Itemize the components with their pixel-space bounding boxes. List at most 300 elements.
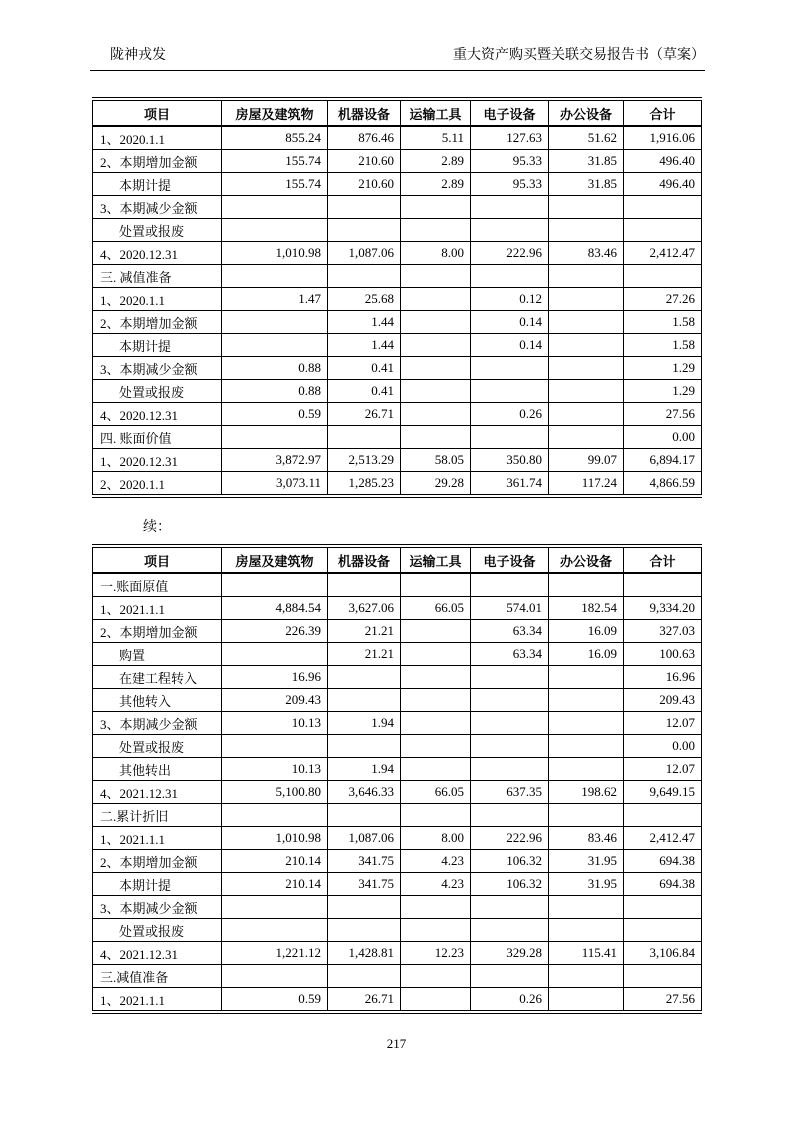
cell-value: 83.46 [549, 827, 624, 850]
column-header: 电子设备 [471, 546, 549, 573]
column-header: 合计 [624, 546, 702, 573]
cell-value [549, 804, 624, 827]
cell-value: 1.94 [328, 712, 401, 735]
cell-value [222, 804, 328, 827]
row-label: 2、本期增加金额 [93, 311, 222, 334]
fixed-assets-table-2020 [92, 97, 702, 498]
row-label: 一.账面原值 [93, 573, 222, 597]
cell-value: 0.00 [624, 426, 702, 449]
cell-value [401, 988, 471, 1013]
cell-value: 29.28 [401, 472, 471, 497]
cell-value [471, 758, 549, 781]
cell-value: 574.01 [471, 597, 549, 620]
row-label: 2、本期增加金额 [93, 150, 222, 173]
cell-value [328, 804, 401, 827]
table-row [93, 827, 702, 850]
cell-value: 350.80 [471, 449, 549, 472]
cell-value: 51.62 [549, 126, 624, 150]
cell-value: 155.74 [222, 173, 328, 196]
table-row [93, 689, 702, 712]
table-row [93, 643, 702, 666]
cell-value [624, 804, 702, 827]
column-header: 机器设备 [328, 99, 401, 126]
cell-value: 341.75 [328, 873, 401, 896]
cell-value [328, 265, 401, 288]
table-row [93, 573, 702, 597]
cell-value [624, 219, 702, 242]
cell-value [471, 735, 549, 758]
cell-value: 3,646.33 [328, 781, 401, 804]
cell-value: 2.89 [401, 173, 471, 196]
cell-value [549, 666, 624, 689]
cell-value: 0.00 [624, 735, 702, 758]
cell-value: 1,285.23 [328, 472, 401, 497]
cell-value: 58.05 [401, 449, 471, 472]
cell-value: 26.71 [328, 403, 401, 426]
cell-value [471, 965, 549, 988]
fixed-assets-table-2021-container [92, 544, 702, 1014]
cell-value: 0.59 [222, 403, 328, 426]
cell-value: 31.85 [549, 150, 624, 173]
cell-value [222, 573, 328, 597]
row-label: 4、2021.12.31 [93, 781, 222, 804]
row-label: 四. 账面价值 [93, 426, 222, 449]
cell-value: 25.68 [328, 288, 401, 311]
cell-value: 1,010.98 [222, 827, 328, 850]
cell-value [401, 804, 471, 827]
cell-value [549, 965, 624, 988]
column-header: 运输工具 [401, 99, 471, 126]
table-row [93, 942, 702, 965]
cell-value: 1,010.98 [222, 242, 328, 265]
column-header: 电子设备 [471, 99, 549, 126]
cell-value [471, 380, 549, 403]
cell-value: 115.41 [549, 942, 624, 965]
row-label: 三.减值准备 [93, 965, 222, 988]
table-row [93, 620, 702, 643]
cell-value [328, 689, 401, 712]
cell-value: 1,087.06 [328, 242, 401, 265]
table-row [93, 242, 702, 265]
cell-value: 63.34 [471, 643, 549, 666]
cell-value: 855.24 [222, 126, 328, 150]
cell-value [401, 758, 471, 781]
cell-value [222, 334, 328, 357]
cell-value: 155.74 [222, 150, 328, 173]
cell-value: 0.41 [328, 357, 401, 380]
cell-value: 1.29 [624, 380, 702, 403]
cell-value [401, 357, 471, 380]
cell-value [222, 919, 328, 942]
cell-value [222, 735, 328, 758]
column-header: 项目 [93, 99, 222, 126]
cell-value [328, 573, 401, 597]
cell-value: 27.56 [624, 403, 702, 426]
cell-value: 1.29 [624, 357, 702, 380]
cell-value: 1,916.06 [624, 126, 702, 150]
table-row [93, 597, 702, 620]
cell-value [549, 380, 624, 403]
cell-value [549, 196, 624, 219]
cell-value [401, 573, 471, 597]
cell-value: 0.14 [471, 311, 549, 334]
cell-value: 99.07 [549, 449, 624, 472]
column-header: 项目 [93, 546, 222, 573]
cell-value [471, 357, 549, 380]
cell-value [549, 311, 624, 334]
cell-value [549, 735, 624, 758]
row-label: 4、2021.12.31 [93, 942, 222, 965]
row-label: 三. 减值准备 [93, 265, 222, 288]
table-row [93, 781, 702, 804]
cell-value [549, 689, 624, 712]
cell-value [549, 219, 624, 242]
cell-value: 10.13 [222, 758, 328, 781]
cell-value: 31.85 [549, 173, 624, 196]
cell-value [401, 643, 471, 666]
row-label: 1、2020.1.1 [93, 288, 222, 311]
cell-value: 63.34 [471, 620, 549, 643]
cell-value: 12.07 [624, 712, 702, 735]
cell-value: 12.07 [624, 758, 702, 781]
cell-value [328, 196, 401, 219]
row-label: 4、2020.12.31 [93, 242, 222, 265]
table-row [93, 758, 702, 781]
cell-value [328, 896, 401, 919]
cell-value: 127.63 [471, 126, 549, 150]
cell-value [624, 965, 702, 988]
cell-value: 27.56 [624, 988, 702, 1013]
column-header: 办公设备 [549, 546, 624, 573]
cell-value: 16.96 [222, 666, 328, 689]
cell-value: 4,866.59 [624, 472, 702, 497]
cell-value: 6,894.17 [624, 449, 702, 472]
cell-value: 0.26 [471, 988, 549, 1013]
cell-value: 16.96 [624, 666, 702, 689]
cell-value: 182.54 [549, 597, 624, 620]
cell-value [624, 573, 702, 597]
table-row [93, 126, 702, 150]
cell-value [624, 265, 702, 288]
row-label: 本期计提 [93, 873, 222, 896]
cell-value [549, 758, 624, 781]
cell-value: 1,221.12 [222, 942, 328, 965]
cell-value: 198.62 [549, 781, 624, 804]
row-label: 处置或报废 [93, 735, 222, 758]
table-row [93, 712, 702, 735]
cell-value [222, 265, 328, 288]
column-header: 机器设备 [328, 546, 401, 573]
cell-value [471, 573, 549, 597]
cell-value [549, 712, 624, 735]
table-row [93, 988, 702, 1013]
cell-value: 226.39 [222, 620, 328, 643]
cell-value: 0.26 [471, 403, 549, 426]
cell-value: 21.21 [328, 643, 401, 666]
cell-value [401, 403, 471, 426]
cell-value: 106.32 [471, 873, 549, 896]
header-report-title: 重大资产购买暨关联交易报告书（草案） [453, 48, 705, 63]
row-label: 其他转出 [93, 758, 222, 781]
row-label: 3、本期减少金额 [93, 712, 222, 735]
table-row [93, 896, 702, 919]
table-row [93, 311, 702, 334]
cell-value: 0.88 [222, 380, 328, 403]
row-label: 1、2021.1.1 [93, 827, 222, 850]
cell-value: 31.95 [549, 850, 624, 873]
cell-value [401, 380, 471, 403]
cell-value: 100.63 [624, 643, 702, 666]
cell-value: 2.89 [401, 150, 471, 173]
cell-value [549, 288, 624, 311]
cell-value: 8.00 [401, 242, 471, 265]
cell-value [401, 196, 471, 219]
cell-value [549, 919, 624, 942]
cell-value: 0.12 [471, 288, 549, 311]
cell-value: 210.14 [222, 850, 328, 873]
row-label: 购置 [93, 643, 222, 666]
cell-value: 1.44 [328, 311, 401, 334]
continuation-label: 续： [143, 520, 171, 535]
cell-value: 876.46 [328, 126, 401, 150]
cell-value: 637.35 [471, 781, 549, 804]
cell-value: 1.94 [328, 758, 401, 781]
row-label: 1、2021.1.1 [93, 597, 222, 620]
row-label: 3、本期减少金额 [93, 196, 222, 219]
cell-value: 209.43 [222, 689, 328, 712]
cell-value: 95.33 [471, 173, 549, 196]
cell-value: 327.03 [624, 620, 702, 643]
row-label: 其他转入 [93, 689, 222, 712]
fixed-assets-table-2020-container [92, 97, 702, 498]
cell-value: 9,649.15 [624, 781, 702, 804]
cell-value [328, 735, 401, 758]
column-header: 房屋及建筑物 [222, 99, 328, 126]
page-header [90, 47, 705, 71]
cell-value [401, 896, 471, 919]
cell-value [328, 919, 401, 942]
cell-value: 16.09 [549, 620, 624, 643]
column-header: 房屋及建筑物 [222, 546, 328, 573]
cell-value: 26.71 [328, 988, 401, 1013]
cell-value [549, 573, 624, 597]
cell-value: 2,412.47 [624, 827, 702, 850]
cell-value [401, 334, 471, 357]
cell-value: 341.75 [328, 850, 401, 873]
cell-value [401, 712, 471, 735]
cell-value [471, 804, 549, 827]
cell-value [401, 426, 471, 449]
cell-value: 1.44 [328, 334, 401, 357]
cell-value: 1,087.06 [328, 827, 401, 850]
header-company-name: 陇神戎发 [110, 48, 166, 63]
cell-value [471, 689, 549, 712]
cell-value: 3,073.11 [222, 472, 328, 497]
column-header: 办公设备 [549, 99, 624, 126]
cell-value: 1.58 [624, 311, 702, 334]
cell-value [222, 965, 328, 988]
row-label: 二.累计折旧 [93, 804, 222, 827]
cell-value: 496.40 [624, 150, 702, 173]
cell-value [222, 196, 328, 219]
cell-value: 31.95 [549, 873, 624, 896]
cell-value [401, 965, 471, 988]
cell-value: 222.96 [471, 827, 549, 850]
cell-value: 16.09 [549, 643, 624, 666]
row-label: 2、2020.1.1 [93, 472, 222, 497]
row-label: 2、本期增加金额 [93, 850, 222, 873]
cell-value [471, 265, 549, 288]
table-row [93, 919, 702, 942]
cell-value [549, 357, 624, 380]
row-label: 处置或报废 [93, 219, 222, 242]
table-header-row [93, 99, 702, 126]
cell-value [328, 965, 401, 988]
cell-value: 496.40 [624, 173, 702, 196]
row-label: 本期计提 [93, 334, 222, 357]
row-label: 在建工程转入 [93, 666, 222, 689]
table-row [93, 380, 702, 403]
cell-value [222, 896, 328, 919]
cell-value [549, 896, 624, 919]
cell-value: 3,106.84 [624, 942, 702, 965]
cell-value: 3,872.97 [222, 449, 328, 472]
cell-value [328, 426, 401, 449]
cell-value: 8.00 [401, 827, 471, 850]
table-row [93, 873, 702, 896]
cell-value: 1.47 [222, 288, 328, 311]
cell-value [471, 896, 549, 919]
cell-value [401, 620, 471, 643]
cell-value [328, 666, 401, 689]
cell-value [471, 666, 549, 689]
cell-value: 0.59 [222, 988, 328, 1013]
cell-value: 361.74 [471, 472, 549, 497]
table-row [93, 666, 702, 689]
cell-value [401, 919, 471, 942]
cell-value: 4.23 [401, 873, 471, 896]
row-label: 3、本期减少金额 [93, 896, 222, 919]
cell-value [624, 896, 702, 919]
cell-value [471, 196, 549, 219]
cell-value: 0.14 [471, 334, 549, 357]
table-row [93, 173, 702, 196]
cell-value: 694.38 [624, 850, 702, 873]
cell-value: 27.26 [624, 288, 702, 311]
cell-value: 21.21 [328, 620, 401, 643]
cell-value: 83.46 [549, 242, 624, 265]
row-label: 1、2020.1.1 [93, 126, 222, 150]
cell-value: 5.11 [401, 126, 471, 150]
cell-value: 9,334.20 [624, 597, 702, 620]
cell-value: 0.41 [328, 380, 401, 403]
table-row [93, 965, 702, 988]
table-row [93, 357, 702, 380]
row-label: 4、2020.12.31 [93, 403, 222, 426]
row-label: 2、本期增加金额 [93, 620, 222, 643]
cell-value [222, 643, 328, 666]
table-row [93, 150, 702, 173]
cell-value [401, 666, 471, 689]
cell-value [401, 265, 471, 288]
cell-value [471, 219, 549, 242]
row-label: 1、2020.12.31 [93, 449, 222, 472]
cell-value [401, 288, 471, 311]
table-row [93, 219, 702, 242]
cell-value [328, 219, 401, 242]
column-header: 运输工具 [401, 546, 471, 573]
cell-value: 2,513.29 [328, 449, 401, 472]
cell-value [549, 988, 624, 1013]
cell-value: 222.96 [471, 242, 549, 265]
table-row [93, 804, 702, 827]
cell-value [222, 311, 328, 334]
cell-value [401, 219, 471, 242]
table-row [93, 449, 702, 472]
cell-value [222, 219, 328, 242]
column-header: 合计 [624, 99, 702, 126]
cell-value: 117.24 [549, 472, 624, 497]
row-label: 3、本期减少金额 [93, 357, 222, 380]
cell-value: 5,100.80 [222, 781, 328, 804]
cell-value [549, 334, 624, 357]
cell-value [471, 426, 549, 449]
cell-value [471, 919, 549, 942]
page-number: 217 [386, 1036, 407, 1051]
table-row [93, 426, 702, 449]
cell-value [222, 426, 328, 449]
table-row [93, 403, 702, 426]
cell-value [549, 426, 624, 449]
cell-value [471, 712, 549, 735]
row-label: 处置或报废 [93, 380, 222, 403]
cell-value [624, 919, 702, 942]
cell-value: 10.13 [222, 712, 328, 735]
fixed-assets-table-2021 [92, 544, 702, 1014]
cell-value [549, 403, 624, 426]
cell-value: 210.60 [328, 173, 401, 196]
table-row [93, 850, 702, 873]
cell-value: 66.05 [401, 597, 471, 620]
cell-value [401, 311, 471, 334]
row-label: 1、2021.1.1 [93, 988, 222, 1013]
cell-value: 209.43 [624, 689, 702, 712]
cell-value: 329.28 [471, 942, 549, 965]
table-row [93, 334, 702, 357]
table-header-row [93, 546, 702, 573]
cell-value [401, 735, 471, 758]
cell-value [549, 265, 624, 288]
table-row [93, 196, 702, 219]
cell-value: 4.23 [401, 850, 471, 873]
cell-value: 4,884.54 [222, 597, 328, 620]
table-row [93, 472, 702, 497]
table-row [93, 288, 702, 311]
cell-value: 694.38 [624, 873, 702, 896]
table-row [93, 735, 702, 758]
row-label: 本期计提 [93, 173, 222, 196]
row-label: 处置或报废 [93, 919, 222, 942]
cell-value: 210.60 [328, 150, 401, 173]
cell-value: 2,412.47 [624, 242, 702, 265]
cell-value: 106.32 [471, 850, 549, 873]
cell-value [401, 689, 471, 712]
cell-value: 95.33 [471, 150, 549, 173]
cell-value: 66.05 [401, 781, 471, 804]
cell-value: 210.14 [222, 873, 328, 896]
cell-value: 3,627.06 [328, 597, 401, 620]
cell-value [624, 196, 702, 219]
